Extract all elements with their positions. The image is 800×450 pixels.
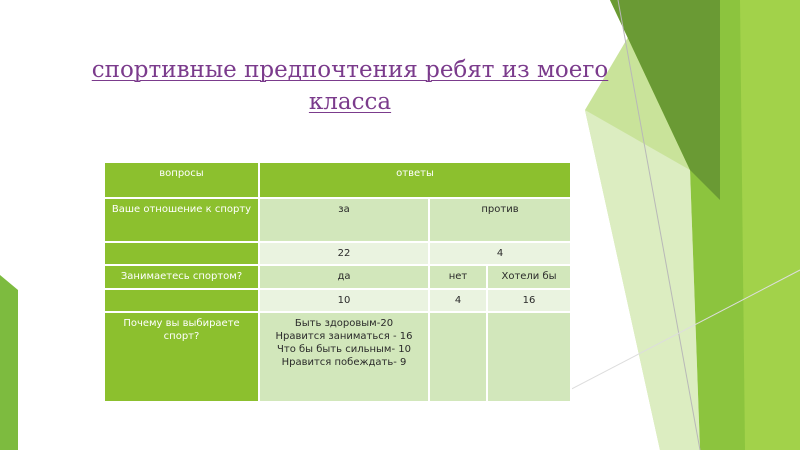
value-cell: 4: [429, 242, 571, 265]
right-shape-bright: [740, 0, 800, 450]
reason-item: Быть здоровым-20: [294, 318, 394, 329]
answer-cell: за: [259, 198, 429, 242]
table-row: [104, 198, 571, 242]
header-questions: вопросы: [104, 162, 259, 198]
slide-title-text: спортивные предпочтения ребят из моего класса: [91, 57, 609, 115]
header-answers: ответы: [259, 162, 571, 198]
answer-cell: да: [259, 265, 429, 289]
reason-item: Что бы быть сильным- 10: [277, 344, 411, 355]
question-cell: Почему вы выбираете спорт?: [104, 312, 259, 402]
sports-preferences-table: [103, 161, 572, 403]
answer-cell: против: [429, 198, 571, 242]
table-header-row: [104, 162, 571, 198]
value-cell: 22: [259, 242, 429, 265]
value-cell: 4: [429, 289, 487, 312]
empty-cell: [104, 289, 259, 312]
question-cell: Ваше отношение к спорту: [104, 198, 259, 242]
empty-cell: [104, 242, 259, 265]
value-cell: 16: [487, 289, 571, 312]
empty-cell: [429, 312, 487, 402]
reasons-cell: [259, 312, 429, 402]
empty-cell: [487, 312, 571, 402]
table-row: [104, 265, 571, 289]
reason-item: Нравится побеждать- 9: [281, 357, 407, 368]
slide-title: [60, 54, 640, 118]
left-green-stripe: [0, 275, 18, 450]
answer-cell: Хотели бы: [487, 265, 571, 289]
reason-item: Нравится заниматься - 16: [275, 331, 413, 342]
value-cell: 10: [259, 289, 429, 312]
table-row: [104, 312, 571, 402]
answer-cell: нет: [429, 265, 487, 289]
table-row: [104, 289, 571, 312]
question-cell: Занимаетесь спортом?: [104, 265, 259, 289]
table-row: [104, 242, 571, 265]
